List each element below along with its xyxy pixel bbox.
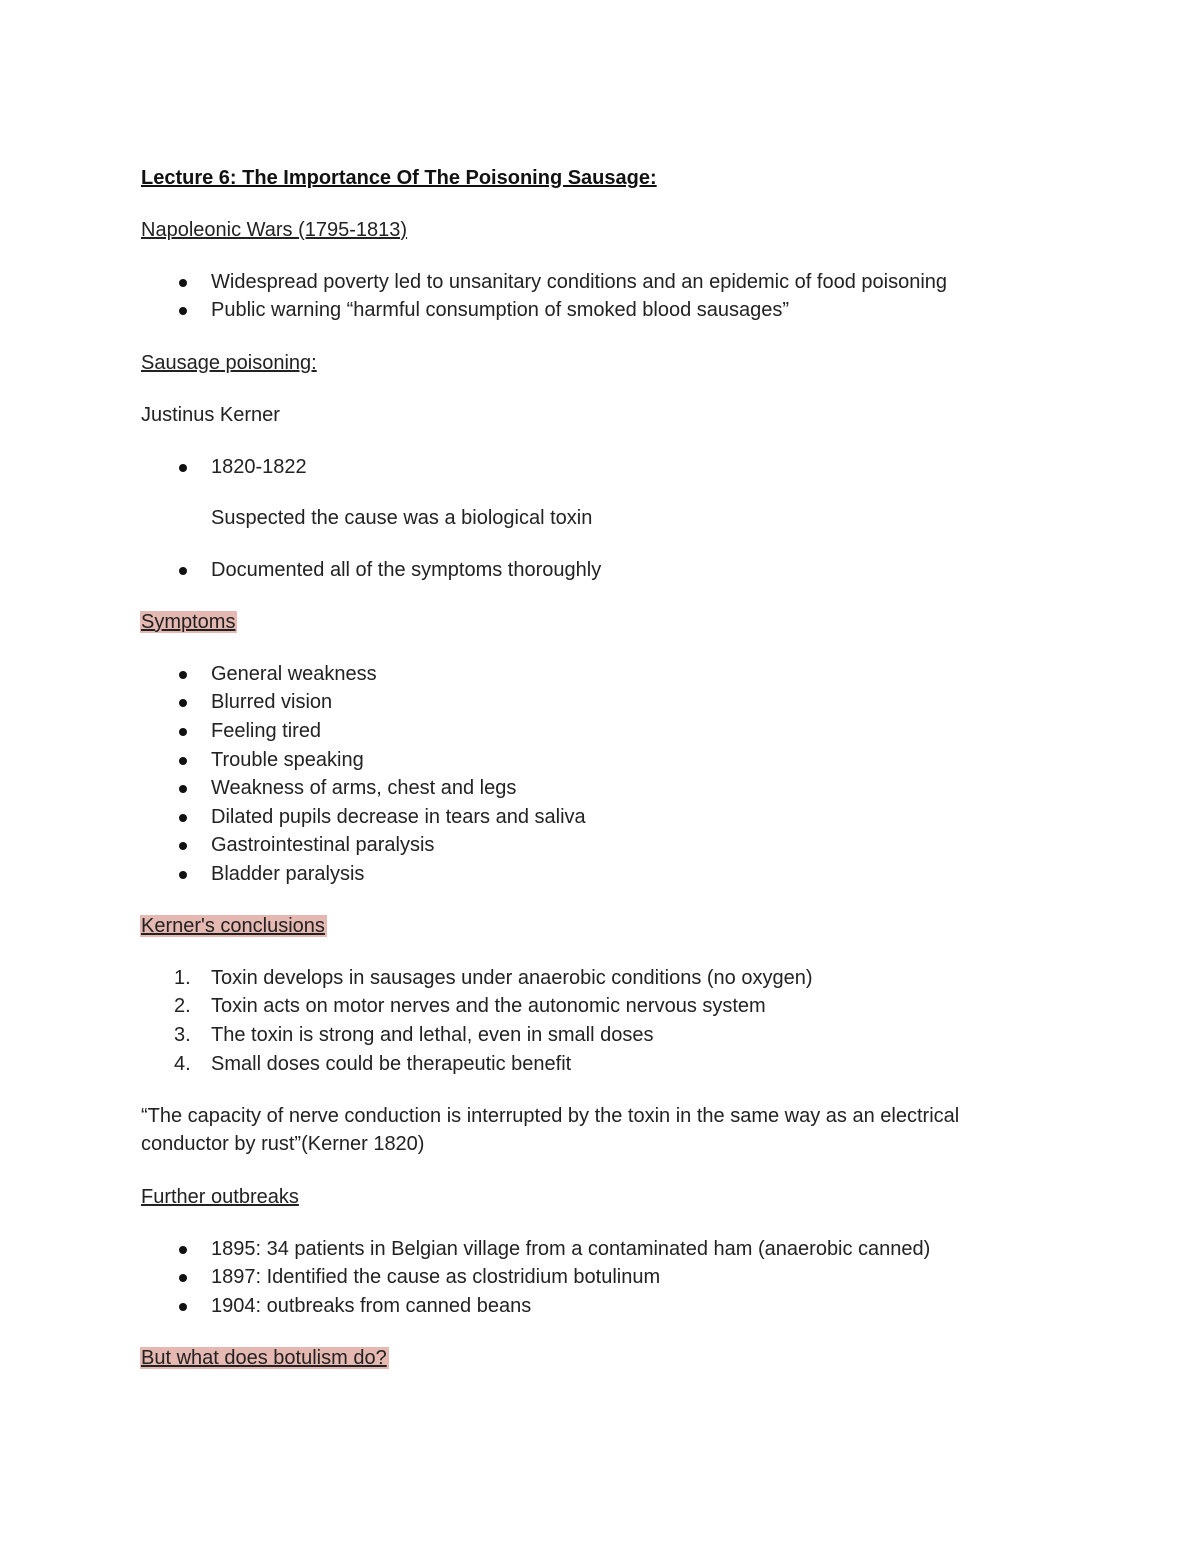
list-item: Trouble speaking <box>211 749 364 771</box>
conclusions-heading-text: Kerner's conclusions <box>141 915 325 937</box>
list-item: Toxin acts on motor nerves and the autonomic nervous system <box>211 995 766 1017</box>
list-item: The toxin is strong and lethal, even in small doses <box>211 1024 654 1046</box>
bullet-icon <box>179 671 187 679</box>
bullet-icon <box>179 785 187 793</box>
final-heading <box>141 1346 389 1370</box>
kerner-quote: “The capacity of nerve conduction is interrupted by the toxin in the same way as an electrical conductor by rust”(Kerner 1820) <box>141 1105 960 1155</box>
list-item: Gastrointestinal paralysis <box>211 834 435 856</box>
list-item: Toxin develops in sausages under anaerobic conditions (no oxygen) <box>211 967 813 989</box>
conclusions-heading <box>141 914 327 938</box>
list-item: 1897: Identified the cause as clostridium botulinum <box>211 1266 661 1288</box>
list-item: Feeling tired <box>211 720 322 742</box>
bullet-icon <box>179 728 187 736</box>
final-heading-text: But what does botulism do? <box>141 1347 387 1369</box>
list-number: 4. <box>174 1053 191 1075</box>
list-item: Weakness of arms, chest and legs <box>211 777 517 799</box>
list-item: Widespread poverty led to unsanitary conditions and an epidemic of food poisoning <box>211 271 948 293</box>
bullet-icon <box>179 814 187 822</box>
list-item: 1904: outbreaks from canned beans <box>211 1295 532 1317</box>
bullet-icon <box>179 871 187 879</box>
list-item: Small doses could be therapeutic benefit <box>211 1053 572 1075</box>
list-item: 1895: 34 patients in Belgian village from a contaminated ham (anaerobic canned) <box>211 1238 931 1260</box>
bullet-icon <box>179 464 187 472</box>
bullet-icon <box>179 567 187 575</box>
symptoms-heading-text: Symptoms <box>141 611 236 633</box>
page-title: Lecture 6: The Importance Of The Poisoning Sausage: <box>141 167 657 189</box>
person-name: Justinus Kerner <box>141 404 280 426</box>
list-item: Documented all of the symptoms thoroughly <box>211 559 602 581</box>
list-number: 3. <box>174 1024 191 1046</box>
list-item: General weakness <box>211 663 377 685</box>
bullet-icon <box>179 307 187 315</box>
list-number: 1. <box>174 967 191 989</box>
sausage-heading: Sausage poisoning: <box>141 352 317 374</box>
list-item: 1820-1822 <box>211 456 307 478</box>
list-number: 2. <box>174 995 191 1017</box>
bullet-icon <box>179 1303 187 1311</box>
outbreaks-heading: Further outbreaks <box>141 1186 299 1208</box>
list-item: Dilated pupils decrease in tears and saliva <box>211 806 586 828</box>
bullet-icon <box>179 699 187 707</box>
bullet-icon <box>179 279 187 287</box>
list-item: Bladder paralysis <box>211 863 365 885</box>
napoleonic-heading: Napoleonic Wars (1795-1813) <box>141 219 408 241</box>
symptoms-heading <box>141 610 237 634</box>
bullet-icon <box>179 1246 187 1254</box>
bullet-icon <box>179 757 187 765</box>
list-item: Public warning “harmful consumption of smoked blood sausages” <box>211 299 790 321</box>
bullet-icon <box>179 1274 187 1282</box>
list-subtext: Suspected the cause was a biological toxin <box>211 507 593 529</box>
list-item: Blurred vision <box>211 691 333 713</box>
bullet-icon <box>179 842 187 850</box>
